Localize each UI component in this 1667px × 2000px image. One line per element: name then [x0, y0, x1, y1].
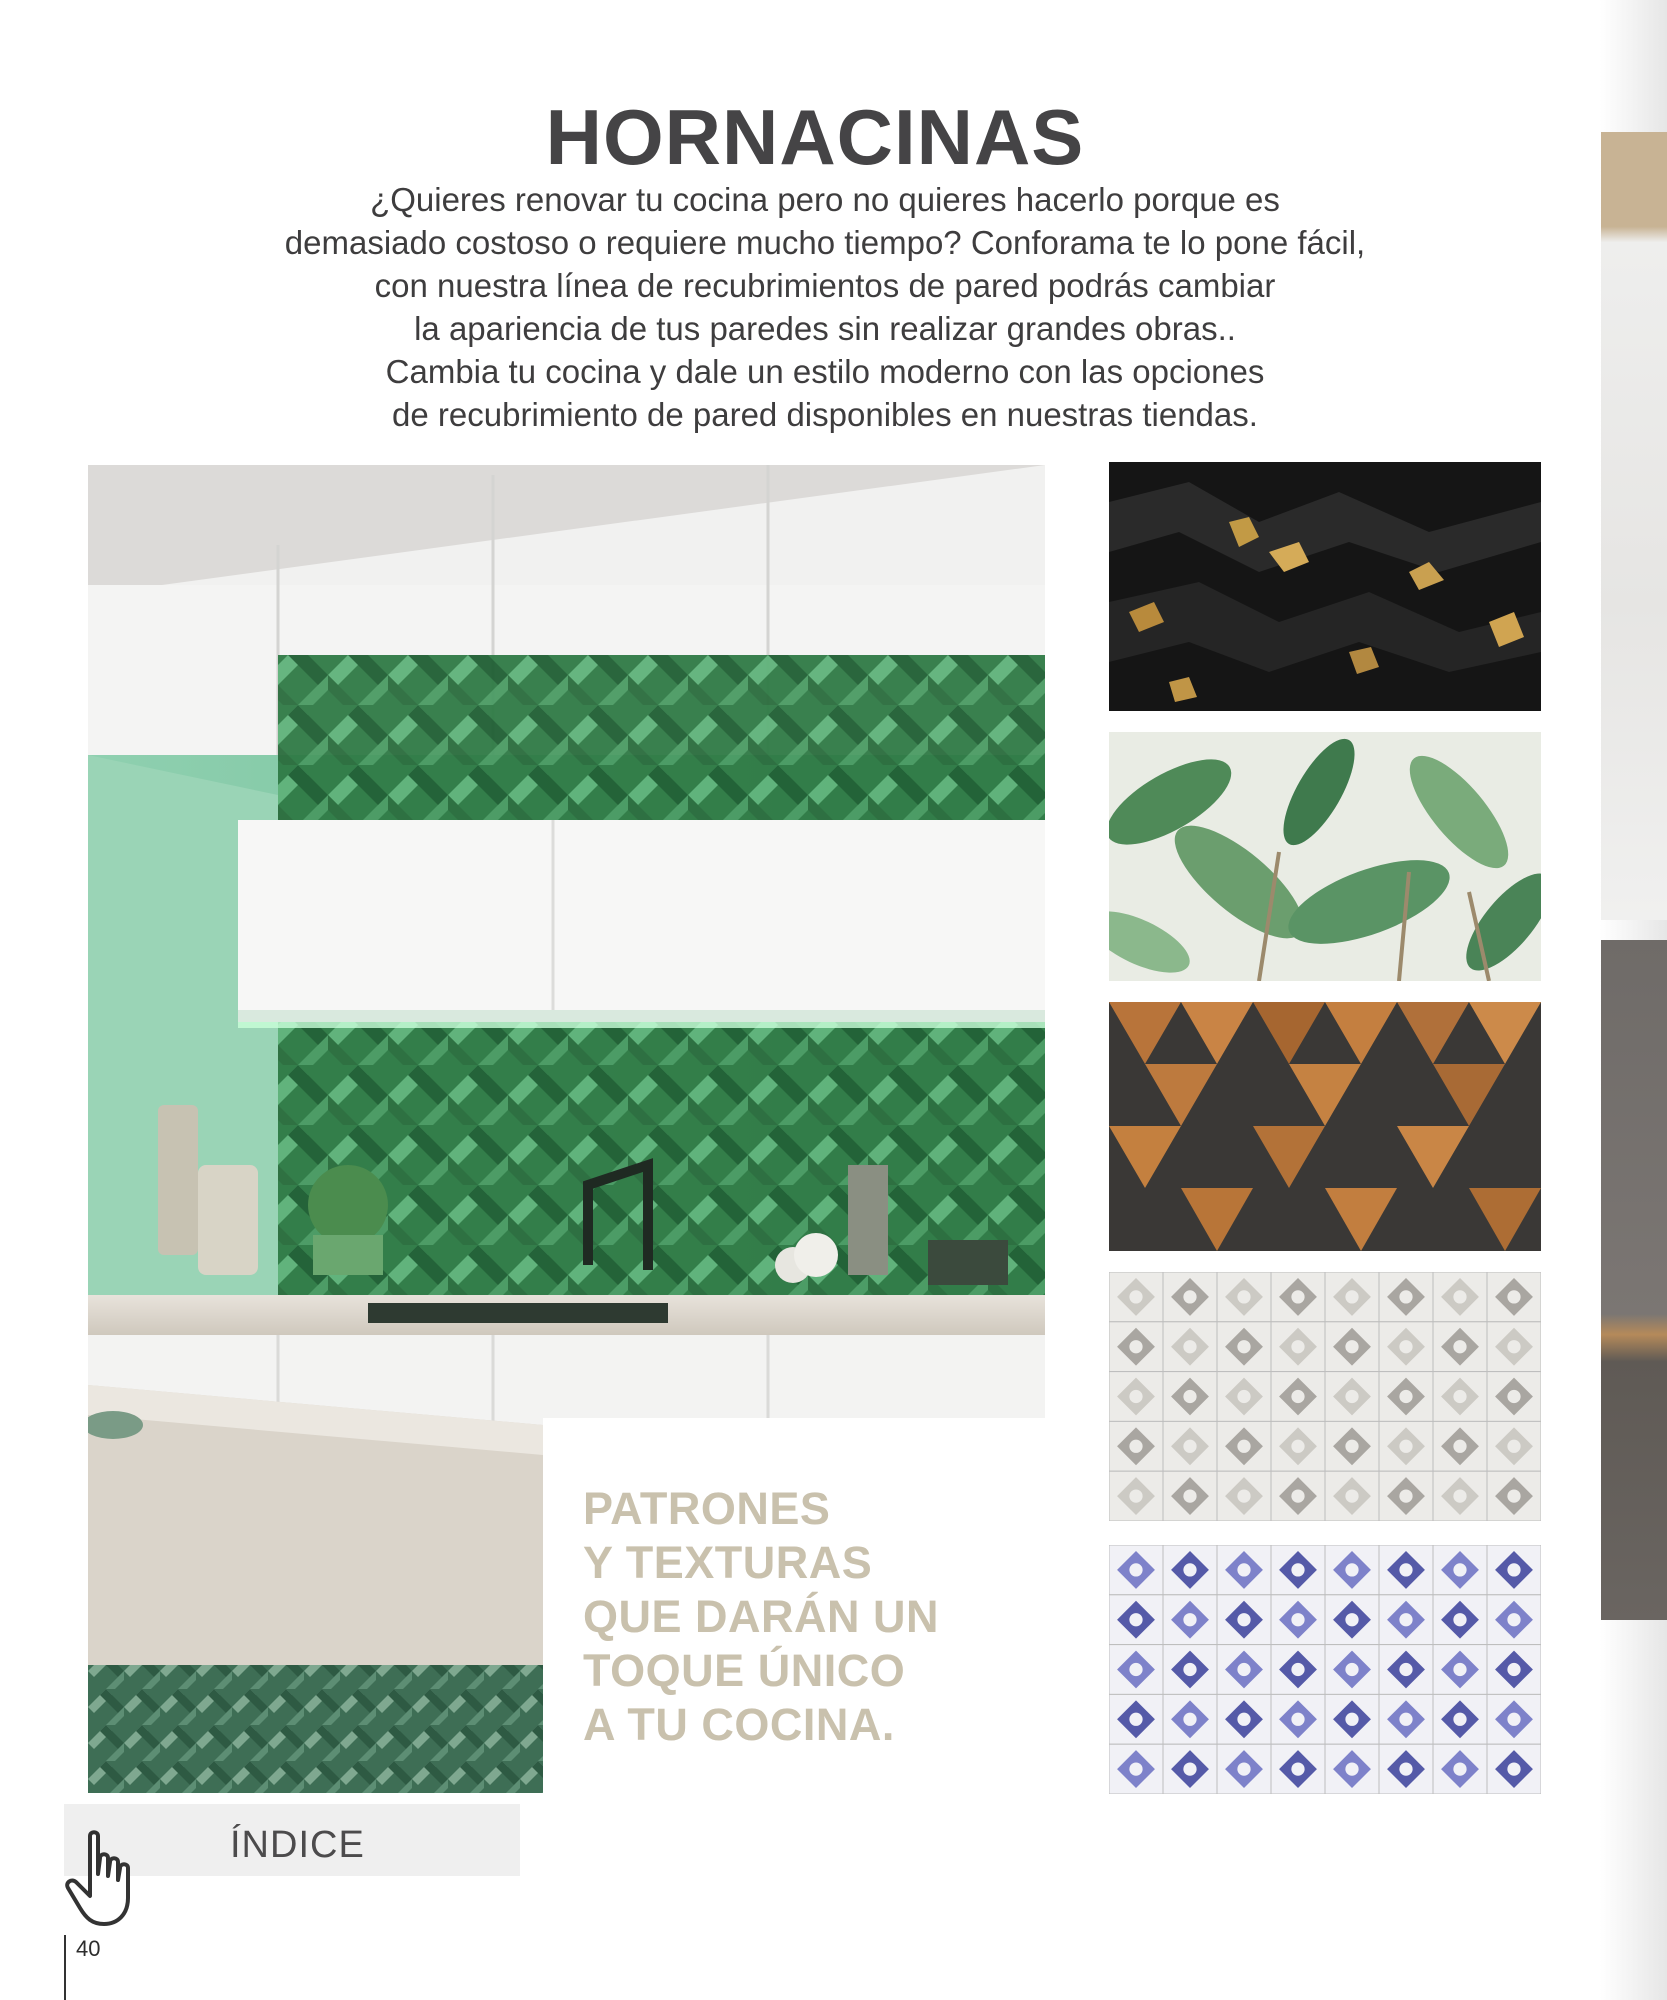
index-button-label: ÍNDICE [230, 1824, 365, 1866]
next-page-photo-top [1601, 132, 1667, 920]
next-page-photo-bottom [1601, 940, 1667, 1620]
page-number: 40 [76, 1936, 101, 1961]
grey-patterned-tile-swatch [1109, 1272, 1541, 1521]
page-title: HORNACINAS [545, 93, 1085, 181]
intro-line: la apariencia de tus paredes sin realizar grandes obras.. [414, 310, 1236, 347]
blue-patterned-tile-swatch [1109, 1545, 1541, 1794]
hand-pointer-icon [62, 1828, 142, 1928]
page-number-rule [64, 1935, 66, 2000]
caption-line: TOQUE ÚNICO [583, 1645, 906, 1696]
tropical-leaves-swatch [1109, 732, 1541, 981]
intro-paragraph [180, 178, 1470, 436]
geometric-wood-swatch [1109, 1002, 1541, 1251]
caption-line: A TU COCINA. [583, 1699, 895, 1750]
intro-line: demasiado costoso o requiere mucho tiempo? Conforama te lo pone fácil, [284, 224, 1366, 261]
intro-line: ¿Quieres renovar tu cocina pero no quieres hacerlo porque es [370, 181, 1280, 218]
caption-line: Y TEXTURAS [583, 1537, 873, 1588]
black-gold-marble-swatch [1109, 462, 1541, 711]
caption-headline [583, 1482, 1023, 1752]
intro-line: con nuestra línea de recubrimientos de pared podrás cambiar [374, 267, 1276, 304]
intro-line: Cambia tu cocina y dale un estilo moderno con las opciones [385, 353, 1265, 390]
caption-line: PATRONES [583, 1483, 831, 1534]
intro-line: de recubrimiento de pared disponibles en nuestras tiendas. [392, 396, 1258, 433]
caption-line: QUE DARÁN UN [583, 1591, 940, 1642]
